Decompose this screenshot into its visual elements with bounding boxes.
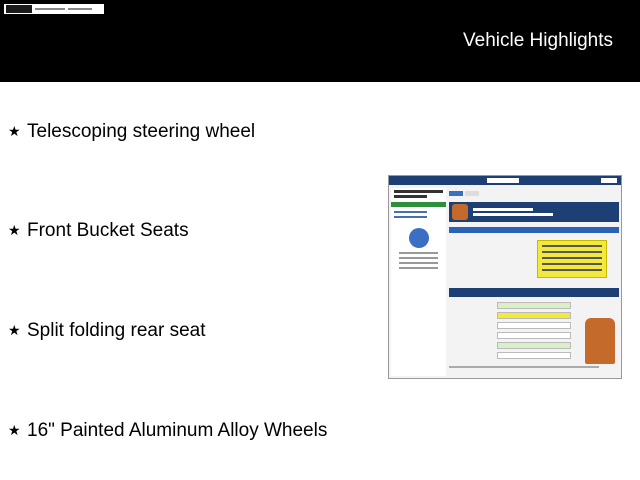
carfax-dealer-text [399,262,438,264]
carfax-tab [465,191,479,196]
carfax-nav-link [394,211,427,213]
carfax-history-bar [449,227,619,233]
highlight-item [8,320,206,342]
carfax-report-row [497,332,571,339]
carfax-tabs [449,191,619,197]
carfax-vehicle-title [394,190,443,193]
carfax-fine-print [449,366,599,368]
carfax-report-row [497,302,571,309]
carfax-nav-link [394,216,427,218]
carfax-report-thumbnail[interactable] [388,175,622,379]
carfax-logo [487,178,519,183]
carfax-right-panel [449,188,619,376]
carfax-menu-button [601,178,617,183]
carfax-report-row [497,342,571,349]
carfax-report-row [497,312,571,319]
carfax-badge-icon [409,228,429,248]
highlight-item [8,121,255,143]
carfax-dealer-text [399,252,438,254]
carfax-banner [449,202,619,222]
star-icon: ★ [8,423,21,439]
carfax-vhr-bar [449,288,619,297]
highlight-label: 16" Painted Aluminum Alloy Wheels [27,420,328,441]
highlight-label: Telescoping steering wheel [27,121,256,142]
dealer-logo-contact [68,8,92,10]
highlight-label: Split folding rear seat [27,320,206,341]
carfax-left-panel [391,188,446,376]
carfax-history-box [537,240,607,278]
carfax-tab [449,191,463,196]
highlight-item [8,420,327,442]
carfax-topbar [389,176,621,185]
highlight-label: Front Bucket Seats [27,220,189,241]
dealer-logo[interactable] [4,4,104,14]
header-bar [0,0,640,82]
carfax-fox-mascot [585,318,615,364]
star-icon: ★ [8,124,21,140]
star-icon: ★ [8,323,21,339]
dealer-logo-text [35,8,65,10]
highlight-item [8,220,189,242]
carfax-report-row [497,352,571,359]
carfax-fox-icon [452,204,468,220]
carfax-dealer-text [399,257,438,259]
carfax-nav-active [391,202,446,207]
carfax-vin-line [394,195,427,198]
carfax-report-row [497,322,571,329]
carfax-dealer-text [399,267,438,269]
star-icon: ★ [8,223,21,239]
dealer-logo-mark [6,5,32,13]
carfax-banner-line [473,208,533,211]
page-title: Vehicle Highlights [463,30,613,51]
carfax-banner-line [473,213,553,216]
